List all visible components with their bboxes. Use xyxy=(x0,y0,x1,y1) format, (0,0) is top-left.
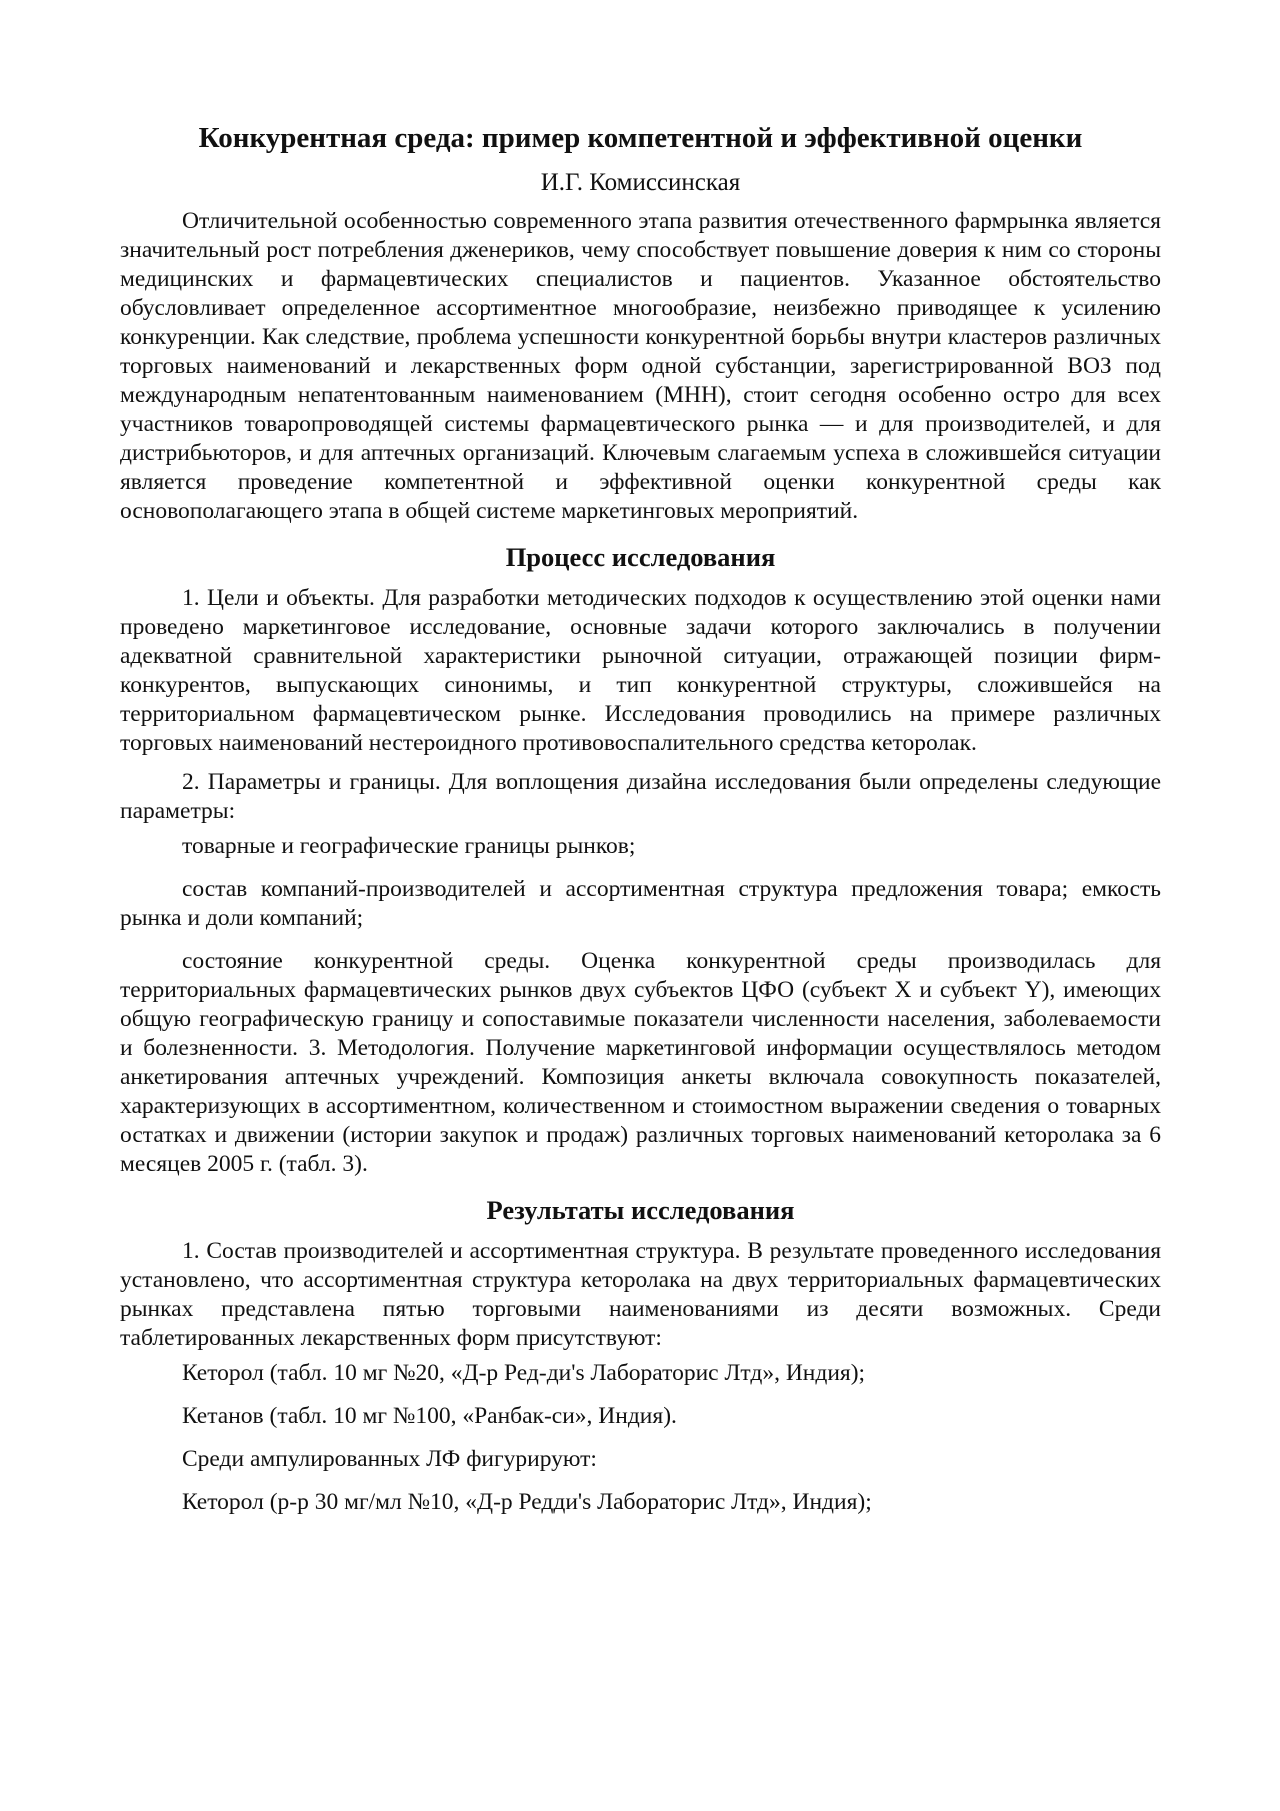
list-item-ketanov-tabs: Кетанов (табл. 10 мг №100, «Ранбак-си», Индия). xyxy=(182,1403,677,1429)
list-item-ketorol-tabs: Кеторол (табл. 10 мг №20, «Д-р Ред-ди's Лабораторис Лтд», Индия); xyxy=(182,1360,866,1386)
list-item-competition-state: состояние конкурентной среды. Оценка конкурентной среды производилась для территориальных фармацевтических рынков двух субъектов ЦФО (субъект X и субъект Y), имеющих общую географическую границу и сопоставимые показатели численности населения, заболеваемости и болезненности. 3. Методология. Получение маркетинговой информации осуществлялось методом анкетирования аптечных учреждений. Композиция анкеты включала совокупность показателей, характеризующих в ассортиментном, количественном и стоимостном выражении сведения о товарных остатках и движении (истории закупок и продаж) различных торговых наименований кеторолака за 6 месяцев 2005 г. (табл. 3). xyxy=(120,948,1161,1177)
paragraph-results: 1. Состав производителей и ассортиментная структура. В результате проведенного исследования установлено, что ассортиментная структура кеторолака на двух территориальных фармацевтических рынках представлена пятью торговыми наименованиями из десяти возможных. Среди таблетированных лекарственных форм присутствуют: xyxy=(120,1238,1161,1351)
section-heading-process: Процесс исследования xyxy=(505,542,776,572)
paragraph-goals: 1. Цели и объекты. Для разработки методических подходов к осуществлению этой оценки нами проведено маркетинговое исследование, основные задачи которого заключались в получении адекватной сравнительной характеристики рыночной ситуации, отражающей позиции фирм-конкурентов, выпускающих синонимы, и тип конкурентной структуры, сложившейся на территориальном фармацевтическом рынке. Исследования проводились на примере различных торговых наименований нестероидного противовоспалительного средства кеторолак. xyxy=(120,585,1161,756)
paragraph-parameters: 2. Параметры и границы. Для воплощения дизайна исследования были определены следующие параметры: xyxy=(120,769,1161,824)
document-title: Конкурентная среда: пример компетентной и эффективной оценки xyxy=(198,122,1083,154)
list-item-ampoules-intro: Среди ампулированных ЛФ фигурируют: xyxy=(182,1446,597,1472)
list-item-ketorol-solution: Кеторол (р-р 30 мг/мл №10, «Д-р Редди's Лабораторис Лтд», Индия); xyxy=(182,1489,872,1515)
document-author: И.Г. Комиссинская xyxy=(540,169,741,196)
list-item-boundaries: товарные и географические границы рынков; xyxy=(182,833,636,859)
list-item-composition: состав компаний-производителей и ассортиментная структура предложения товара; емкость рынка и доли компаний; xyxy=(120,876,1161,931)
document-page xyxy=(120,120,1161,1531)
intro-paragraph: Отличительной особенностью современного этапа развития отечественного фармрынка является значительный рост потребления дженериков, чему способствует повышение доверия к ним со стороны медицинских и фармацевтических специалистов и пациентов. Указанное обстоятельство обусловливает определенное ассортиментное многообразие, неизбежно приводящее к усилению конкуренции. Как следствие, проблема успешности конкурентной борьбы внутри кластеров различных торговых наименований и лекарственных форм одной субстанции, зарегистрированной ВОЗ под международным непатентованным наименованием (МНН), стоит сегодня особенно остро для всех участников товаропроводящей системы фармацевтического рынка — и для производителей, и для дистрибьюторов, и для аптечных организаций. Ключевым слагаемым успеха в сложившейся ситуации является проведение компетентной и эффективной оценки конкурентной среды как основополагающего этапа в общей системе маркетинговых мероприятий. xyxy=(120,208,1161,524)
section-heading-results: Результаты исследования xyxy=(486,1195,795,1225)
